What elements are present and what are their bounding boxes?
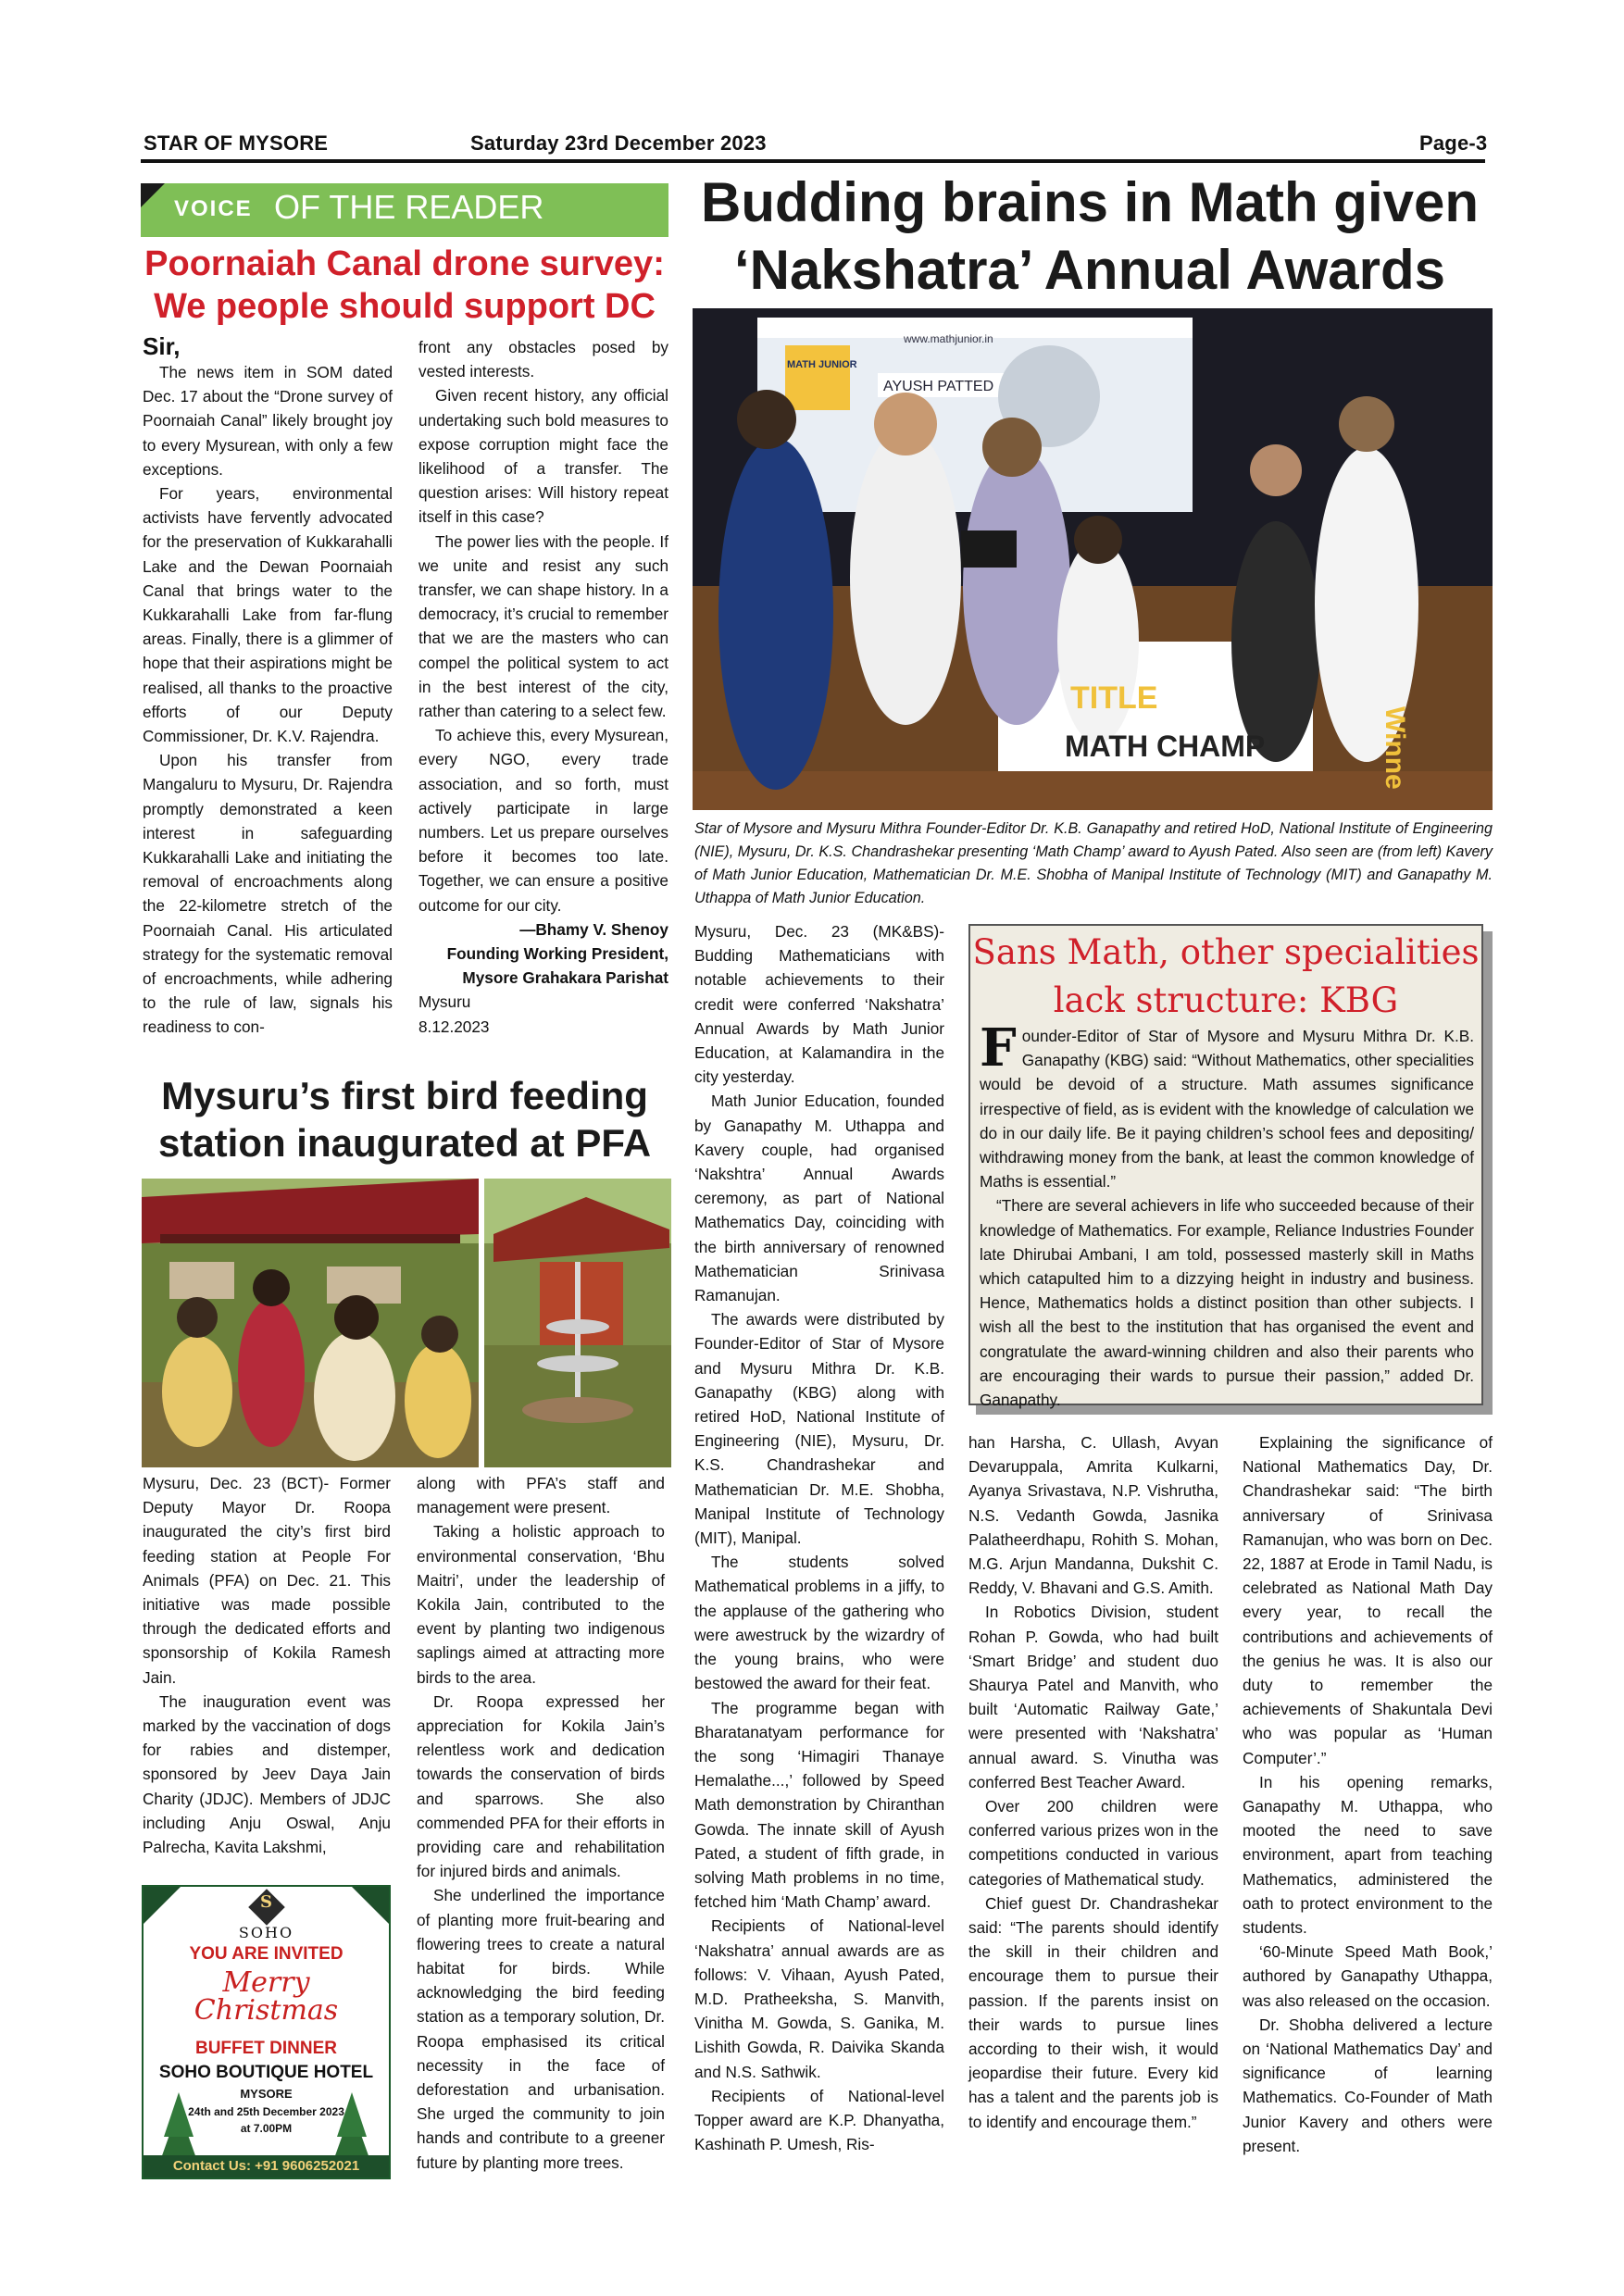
math-photo-caption: Star of Mysore and Mysuru Mithra Founder-Editor Dr. K.B. Ganapathy and retired HoD, National Institute of Engineering (NIE), Mysuru, Dr. K.S. Chandrashekar presenting ‘Math Champ’ award to Ayush Pated. Also seen are (from left) Kavery of Math Junior Education, Mathematician Dr. M.E. Shobha of Manipal Institute of Technology (MIT) and Ganapathy M. Uthappa of Math Junior Education.: [694, 820, 1493, 906]
ad-merry: Merry: [222, 1966, 310, 1999]
kbg-body: Founder-Editor of Star of Mysore and Mysuru Mithra Dr. K.B. Ganapathy (KBG) said: “Without Mathematics, other specialities would be devoid of a structure. Math assumes significance irrespective of field, as is evident with the knowledge of calculation we do in our daily life. Be it paying children’s school fees and depositing/ withdrawing money from the bank, at least the common knowledge of Maths is essential.” “There are several achievers in life who succeeded because of their knowledge of Mathematics. For example, Reliance Industries Founder late Dhirubai Ambani, I am told, possessed masterly skill in Maths which catapulted him to a dizzying height in industry and business. Hence, Mathematics holds a distinct position than other subjects. I wish all the best to the institution that has organised the event and congratulate the award-winning children and also their parents who are encouraging their wards to pursue their passion,” added Dr. Ganapathy.: [980, 1017, 1474, 1410]
bird-column-1: Mysuru, Dec. 23 (BCT)- Former Deputy Mayor Dr. Roopa inaugurated the city’s first bird feeding station at People For Animals (PFA) on Dec. 21. This initiative was made possible through the dedicated efforts and sponsorship of Kokila Ramesh Jain. The inauguration event was marked by the vaccination of dogs for rabies and distemper, sponsored by Jeev Daya Jain Charity (JDJC). Members of JDJC including Anju Oswal, Anju Palrecha, Kavita Lakshmi,: [143, 1474, 391, 1857]
photo-board-side: Winne: [1380, 706, 1410, 790]
masthead-name: STAR OF MYSORE: [144, 131, 329, 155]
math-headline: Budding brains in Math given ‘Nakshatra’ Annual Awards: [701, 171, 1479, 301]
letter-signature: —Bhamy V. Shenoy: [519, 919, 668, 939]
bird-feeder-photo: [484, 1179, 671, 1467]
drop-cap: F: [980, 1017, 1017, 1079]
letter-headline: Poornaiah Canal drone survey: We people should support DC: [144, 244, 665, 326]
christmas-dinner-ad[interactable]: [142, 1885, 391, 2179]
ad-christmas: Christmas: [194, 1994, 339, 2027]
ad-brand: SOHO: [238, 1924, 294, 1941]
photo-board-title: TITLE: [1070, 680, 1158, 716]
section-label-bold: VOICE: [174, 196, 253, 221]
math-award-photo: [693, 308, 1493, 810]
photo-board-text: MATH CHAMP: [1065, 730, 1266, 763]
photo-banner-url: www.mathjunior.in: [904, 332, 993, 345]
photo-banner-name: AYUSH PATTED: [883, 379, 994, 394]
ad-dates: 24th and 25th December 2023: [188, 2105, 344, 2118]
letter-column-1: Sir, The news item in SOM dated Dec. 17 about the “Drone survey of Poornaiah Canal” likely brought joy to every Mysurean, with only a few exceptions. For years, environmental activists have fervently advocated for the preservation of Kukkarahalli Lake and the Dewan Poornaiah Canal that brings water to the Kukkarahalli Lake from far-flung areas. Finally, there is a glimmer of hope that their aspirations might be realised, all thanks to the proactive efforts of our Deputy Commissioner, Dr. K.V. Rajendra. Upon his transfer from Mangaluru to Mysuru, Dr. Rajendra promptly demonstrated a keen interest in safeguarding Kukkarahalli Lake and initiating the removal of encroachments along the 22-kilometre stretch of the Poornaiah Canal. His articulated strategy for the systematic removal of encroachments, while adhering to the rule of law, signals his readiness to con-: [143, 332, 393, 1037]
ad-logo-letter: S: [260, 1892, 272, 1912]
ad-contact[interactable]: Contact Us: +91 9606252021: [144, 2155, 389, 2177]
bird-photo-group: [142, 1179, 479, 1467]
ad-invite: YOU ARE INVITED: [189, 1944, 344, 1964]
ad-time: at 7.00PM: [240, 2122, 293, 2135]
math-column-3: Explaining the significance of National Mathematics Day, Dr. Chandrashekar said: “The birth anniversary of Srinivasa Ramanujan, who was born on Dec. 22, 1887 at Erode in Tamil Nadu, is celebrated as National Math Day every year, to recall the contributions and achievements of the genius he was. It is also our duty to remember the achievements of Shakuntala Devi who was popular as ‘Human Computer’.” In his opening remarks, Ganapathy M. Uthappa, who mooted the need to save environment, apart from teaching Mathematics, administered the oath to protect environment to the students. ‘60-Minute Speed Math Book,’ authored by Ganapathy Uthappa, was also released on the occasion. Dr. Shobha delivered a lecture on ‘National Mathematics Day’ and significance of learning Mathematics. Co-Founder of Math Junior Kavery and others were present.: [1243, 1433, 1493, 2155]
math-column-2: han Harsha, C. Ullash, Avyan Devaruppala, Amrita Kulkarni, Ayanya Srivastava, N.P. Vishrutha, N.S. Vedanth Gowda, Jasnika Palatheerdhapu, Rohith S. Mohan, M.G. Arjun Mandanna, Dukshit C. Reddy, V. Bhavani and G.S. Amith. In Robotics Division, student Rohan P. Gowda, who had built ‘Smart Bridge’ and student duo Shaurya Patel and Manvith, who built ‘Automatic Railway Gate,’ were presented with ‘Nakshatra’ annual award. S. Vinutha was conferred Best Teacher Award. Over 200 children were conferred various prizes won in the competitions conducted in various categories of Mathematical study. Chief guest Dr. Chandrashekar said: “The parents should identify the skill in their children and encourage them to pursue their passion. If the parents insist on their wards to pursue lines according to their wish, it would jeopardise their future. Every kid has a talent and the parents job is to identify and encourage them.”: [968, 1433, 1218, 2131]
ad-buffet: BUFFET DINNER: [194, 2039, 338, 2058]
kbg-headline: Sans Math, other specialities lack structure: KBG: [972, 932, 1480, 1020]
photo-logo: MATH JUNIOR: [787, 359, 857, 370]
ad-hotel: SOHO BOUTIQUE HOTEL: [158, 2063, 374, 2082]
letter-column-2: front any obstacles posed by vested interests. Given recent history, any official undertaking such bold measures to expose corruption might face the likelihood of a transfer. The question arises: Will history repeat itself in this case? The power lies with the people. If we unite and resist any such transfer, we can shape history. In a democracy, it’s crucial to remember that we are the masters who can compel the political system to act in the best interest of the city, rather than catering to a select few. To achieve this, every Mysurean, every NGO, every trade association, and so forth, must actively participate in large numbers. Let us prepare ourselves before it becomes too late. Together, we can ensure a positive outcome for our city. —Bhamy V. Shenoy Founding Working President, Mysore Grahakara Parishat Mysuru 8.12.2023: [418, 338, 668, 1036]
issue-date: Saturday 23rd December 2023: [470, 131, 767, 155]
page-number: Page-3: [1419, 131, 1488, 155]
bird-headline: Mysuru’s first bird feeding station inaugurated at PFA: [157, 1074, 652, 1165]
section-label: OF THE READER: [274, 188, 544, 226]
bird-column-2: along with PFA’s staff and management were present. Taking a holistic approach to environmental conservation, ‘Bhu Maitri’, under the leadership of Kokila Jain, contributed to the event by planting two indigenous saplings aimed at attracting more birds to the area. Dr. Roopa expressed her appreciation for Kokila Jain’s relentless work and dedication towards the conservation of birds and sparrows. She also commended PFA for their efforts in providing care and rehabilitation for injured birds and animals. She underlined the importance of planting more fruit-bearing and flowering trees to create a natural habitat for birds. While acknowledging the bird feeding station as a temporary solution, Dr. Roopa emphasised its critical necessity in the face of deforestation and urbanisation. She urged the community to join hands and contribute to a greener future by planting more trees.: [417, 1474, 665, 2172]
header-rule: [141, 159, 1485, 163]
ad-city: MYSORE: [240, 2087, 293, 2101]
flag-corner-icon: [141, 183, 165, 207]
math-column-1: Mysuru, Dec. 23 (MK&BS)- Budding Mathematicians with notable achievements to their credit were conferred ‘Nakshatra’ Annual Awards by Math Junior Education, at Kalamandira in the city yesterday. Math Junior Education, founded by Ganapathy M. Uthappa and Kavery couple, had organised ‘Nakshtra’ Annual Awards ceremony, as part of National Mathematics Day, coinciding with the birth anniversary of renowned Mathematician Srinivasa Ramanujan. The awards were distributed by Founder-Editor of Star of Mysore and Mysuru Mithra Dr. K.B. Ganapathy (KBG) along with retired HoD, National Institute of Engineering (NIE), Mysuru, Dr. K.S. Chandrashekar and Mathematician Dr. M.E. Shobha, Manipal Institute of Technology (MIT), Manipal. The students solved Mathematical problems in a jiffy, to the applause of the gathering who were awestruck by the wizardry of the young brains, who were bestowed the award for their feat. The programme began with Bharatanatyam performance for the song ‘Himagiri Thanaye Hemalathe...,’ followed by Speed Math demonstration by Chiranthan Gowda. The innate skill of Ayush Pated, a student of fifth grade, in solving Math problems in no time, fetched him ‘Math Champ’ award. Recipients of National-level ‘Nakshatra’ annual awards are as follows: V. Vihaan, Ayush Pated, M.D. Pratheeksha, S. Manvith, Vinitha M. Gowda, S. Ganika, M. Lishith Gowda, R. Daivika Skanda and N.S. Sathwik. Recipients of National-level Topper award are K.P. Dhanyatha, Kashinath P. Umesh, Ris-: [694, 922, 944, 2154]
